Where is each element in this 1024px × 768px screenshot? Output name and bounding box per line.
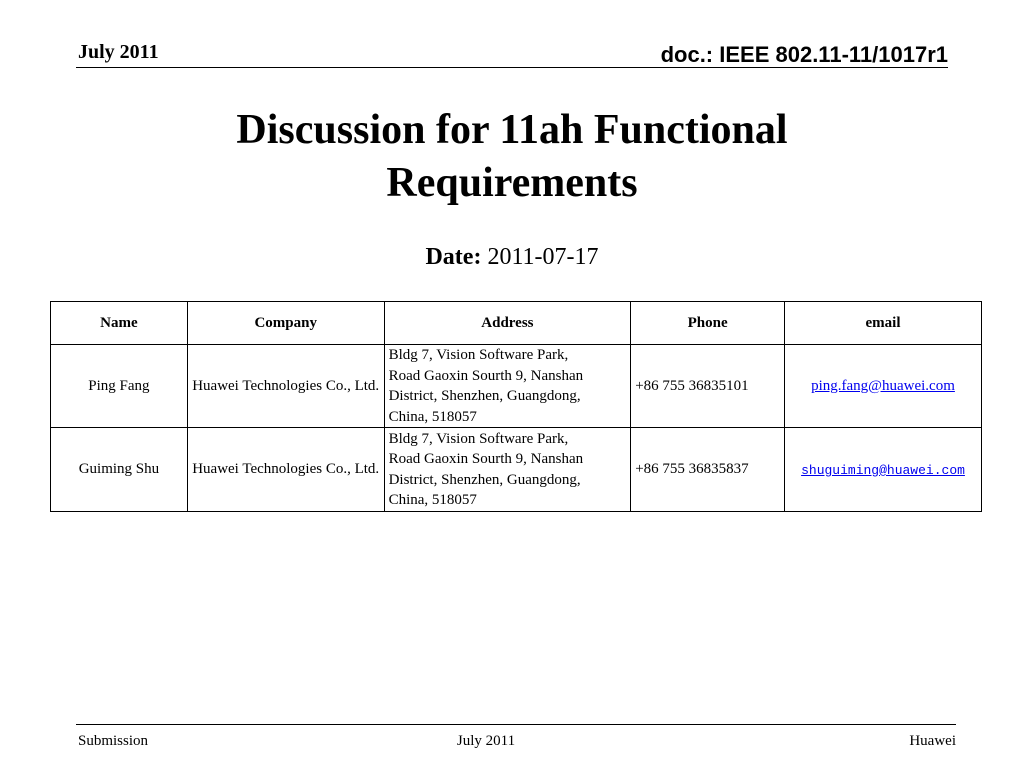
header-rule	[76, 67, 948, 68]
author-email-link[interactable]: ping.fang@huawei.com	[811, 377, 955, 394]
author-address	[384, 345, 631, 428]
column-header-email: email	[785, 302, 982, 345]
address-line: District, Shenzhen, Guangdong,	[388, 471, 581, 488]
author-email-cell	[785, 428, 982, 512]
address-line: China, 518057	[388, 408, 477, 425]
column-header-phone: Phone	[631, 302, 785, 345]
footer-rule	[76, 724, 956, 725]
author-phone: +86 755 36835837	[631, 428, 785, 512]
author-email-cell	[785, 345, 982, 428]
document-id: doc.: IEEE 802.11-11/1017r1	[660, 42, 948, 67]
table-row	[51, 345, 982, 428]
footer-submission: Submission	[78, 733, 149, 749]
address-line: Bldg 7, Vision Software Park,	[388, 347, 569, 363]
column-header-address: Address	[384, 302, 631, 345]
author-company: Huawei Technologies Co., Ltd.	[187, 345, 384, 428]
author-email-link[interactable]: shuguiming@huawei.com	[801, 462, 965, 478]
address-line: District, Shenzhen, Guangdong,	[388, 388, 581, 404]
table-header-row	[51, 302, 982, 345]
address-line: Road Gaoxin Sourth 9, Nanshan	[388, 367, 584, 384]
address-line: Road Gaoxin Sourth 9, Nanshan	[388, 451, 584, 467]
slide-title	[0, 104, 1024, 210]
column-header-name: Name	[51, 302, 188, 345]
address-line: Bldg 7, Vision Software Park,	[388, 430, 569, 447]
authors-table	[50, 301, 982, 512]
author-name: Guiming Shu	[51, 428, 188, 512]
date-label: Date:	[425, 244, 482, 270]
date-value: 2011-07-17	[487, 244, 599, 270]
address-line: China, 518057	[388, 492, 477, 508]
author-name: Ping Fang	[51, 345, 188, 428]
author-phone: +86 755 36835101	[631, 345, 785, 428]
footer-date: July 2011	[456, 733, 516, 749]
author-company: Huawei Technologies Co., Ltd.	[187, 428, 384, 512]
title-line-1: Discussion for 11ah Functional	[236, 107, 788, 153]
date-line	[0, 244, 1024, 271]
title-line-2: Requirements	[386, 160, 638, 206]
header-date: July 2011	[78, 41, 159, 63]
author-address	[384, 428, 631, 512]
column-header-company: Company	[187, 302, 384, 345]
table-row	[51, 428, 982, 512]
footer-company: Huawei	[909, 733, 956, 749]
